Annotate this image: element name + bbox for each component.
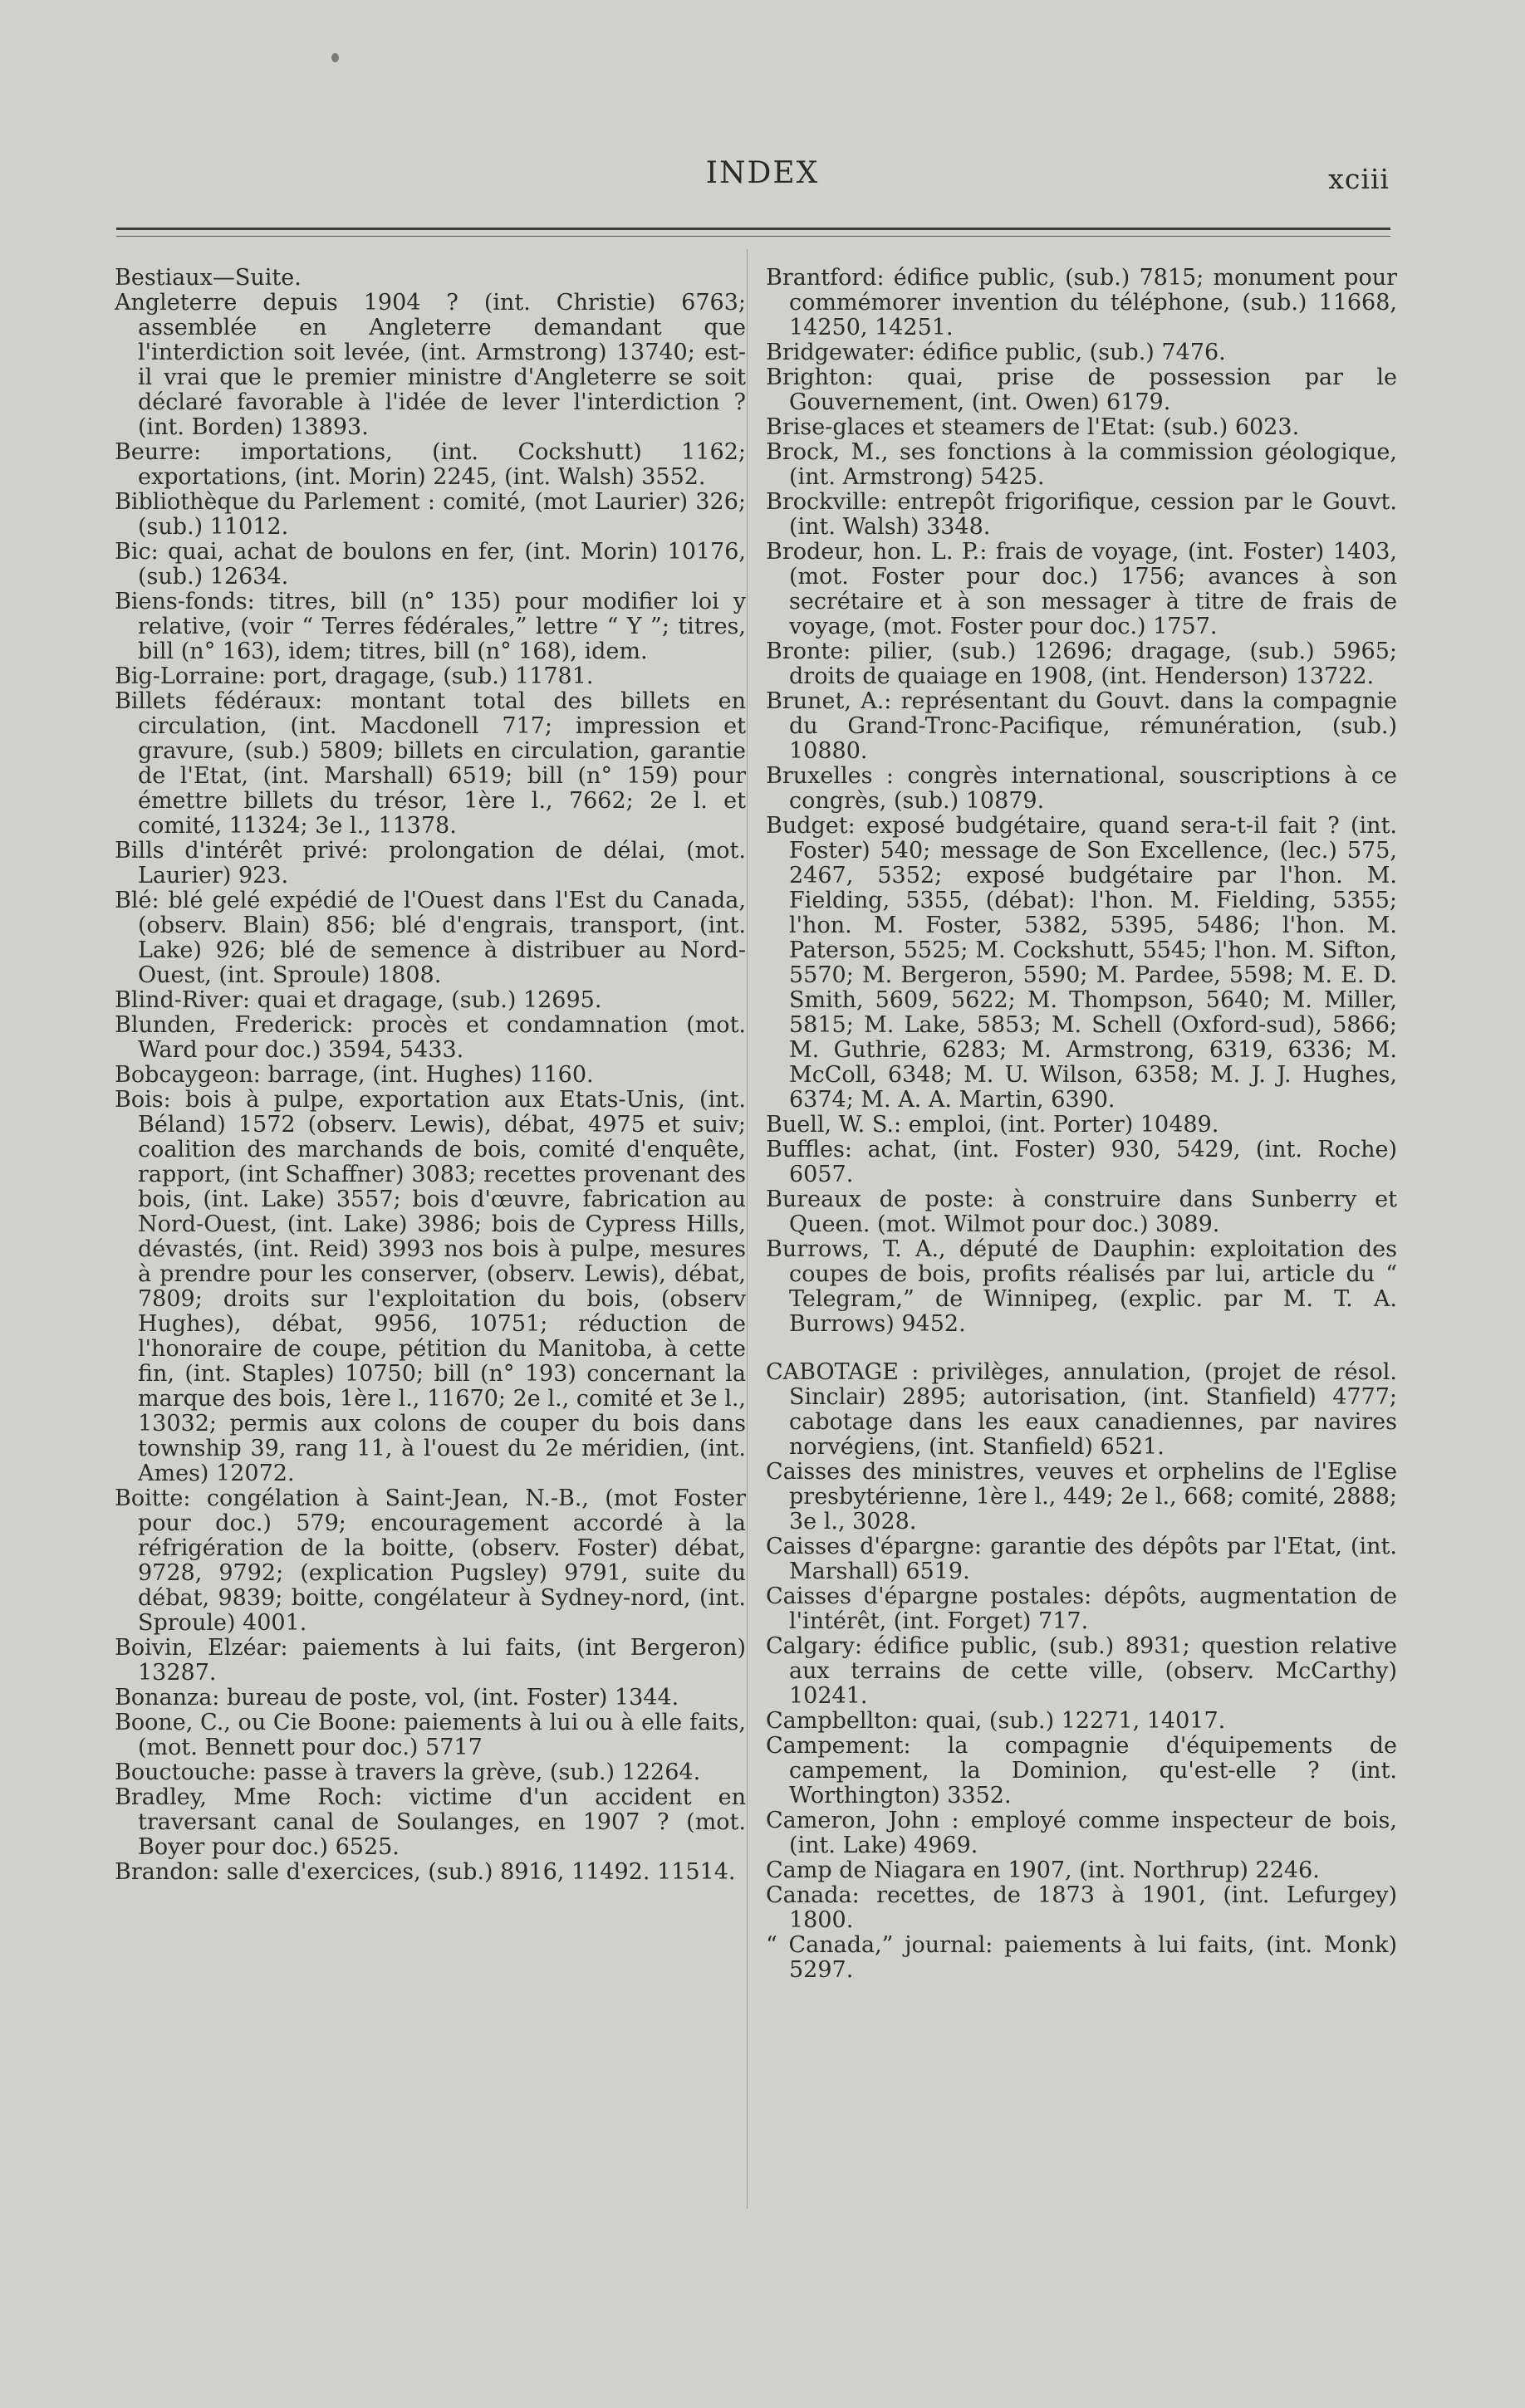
index-entry: Bic: quai, achat de boulons en fer, (int. Morin) 10176, (sub.) 12634. — [115, 539, 746, 590]
index-entry: Boitte: congélation à Saint-Jean, N.-B., (mot Foster pour doc.) 579; encouragement accordé à la réfrigération de la boitte, (observ. Foster) débat, 9728, 9792; (explication Pugsley) 9791, suite du débat, 9839; boitte, congélateur à Sydney-nord, (int. Sproule) 4001. — [115, 1485, 746, 1636]
index-entry: Buffles: achat, (int. Foster) 930, 5429, (int. Roche) 6057. — [766, 1137, 1397, 1187]
index-entry: Budget: exposé budgétaire, quand sera-t-il fait ? (int. Foster) 540; message de Son Excellence, (lec.) 575, 2467, 5352; exposé budgétaire par l'hon. M. Fielding, 5355, (débat): l'hon. M. Fielding, 5355; l'hon. M. Foster, 5382, 5395, 5486; l'hon. M. Paterson, 5525; M. Cockshutt, 5545; l'hon. M. Sifton, 5570; M. Bergeron, 5590; M. Pardee, 5598; M. E. D. Smith, 5609, 5622; M. Thompson, 5640; M. Miller, 5815; M. Lake, 5853; M. Schell (Oxford-sud), 5866; M. Guthrie, 6283; M. Armstrong, 6319, 6336; M. McColl, 6348; M. U. Wilson, 6358; M. J. J. Hughes, 6374; M. A. A. Martin, 6390. — [766, 813, 1397, 1113]
index-entry: Bestiaux—Suite. — [115, 265, 302, 291]
page-title: INDEX — [705, 156, 820, 190]
index-entry: Campement: la compagnie d'équipements de campement, la Dominion, qu'est-elle ? (int. Worthington) 3352. — [766, 1733, 1397, 1808]
header-rule — [116, 228, 1390, 230]
index-entry: Brunet, A.: représentant du Gouvt. dans la compagnie du Grand-Tronc-Pacifique, rémunération, (sub.) 10880. — [766, 688, 1397, 764]
index-entry: Big-Lorraine: port, dragage, (sub.) 11781. — [115, 663, 594, 689]
index-entry: Bois: bois à pulpe, exportation aux Etats-Unis, (int. Béland) 1572 (observ. Lewis), débat, 4975 et suiv; coalition des marchands de bois, comité d'enquête, rapport, (int Schaffner) 3083; recettes provenant des bois, (int. Lake) 3557; bois d'œuvre, fabrication au Nord-Ouest, (int. Lake) 3986; bois de Cypress Hills, dévastés, (int. Reid) 3993 nos bois à pulpe, mesures à prendre pour les conserver, (observ. Lewis), débat, 7809; droits sur l'exploitation du bois, (observ Hughes), débat, 9956, 10751; réduction de l'honoraire de coupe, pétition du Manitoba, à cette fin, (int. Staples) 10750; bill (n° 193) concernant la marque des bois, 1ère l., 11670; 2e l., comité et 3e l., 13032; permis aux colons de couper du bois dans township 39, rang 11, à l'ouest du 2e méridien, (int. Ames) 12072. — [115, 1087, 746, 1486]
index-entry: Bridgewater: édifice public, (sub.) 7476. — [766, 340, 1226, 365]
index-entry: Bonanza: bureau de poste, vol, (int. Foster) 1344. — [115, 1685, 679, 1711]
index-entry: Angleterre depuis 1904 ? (int. Christie) 6763; assemblée en Angleterre demandant que l'interdiction soit levée, (int. Armstrong) 13740; est-il vrai que le premier ministre d'Angleterre se soit déclaré favorable à l'idée de lever l'interdiction ? (int. Borden) 13893. — [115, 290, 746, 440]
index-entry: Caisses des ministres, veuves et orphelins de l'Eglise presbytérienne, 1ère l., 449; 2e l., 668; comité, 2888; 3e l., 3028. — [766, 1459, 1397, 1534]
page-number: xciii — [1328, 163, 1390, 195]
index-entry: Blunden, Frederick: procès et condamnation (mot. Ward pour doc.) 3594, 5433. — [115, 1012, 746, 1063]
column-divider — [747, 249, 748, 2209]
index-entry: Brandon: salle d'exercices, (sub.) 8916, 11492. 11514. — [115, 1859, 736, 1885]
index-entry: Brantford: édifice public, (sub.) 7815; monument pour commémorer invention du téléphone, (sub.) 11668, 14250, 14251. — [766, 265, 1397, 340]
index-entry: Bouctouche: passe à travers la grève, (sub.) 12264. — [115, 1760, 701, 1785]
index-entry: Bibliothèque du Parlement : comité, (mot Laurier) 326; (sub.) 11012. — [115, 489, 746, 540]
index-entry: Camp de Niagara en 1907, (int. Northrup) 2246. — [766, 1857, 1320, 1883]
index-entry: Beurre: importations, (int. Cockshutt) 1162; exportations, (int. Morin) 2245, (int. Walsh) 3552. — [115, 439, 746, 490]
index-entry: “ Canada,” journal: paiements à lui faits, (int. Monk) 5297. — [766, 1932, 1397, 1983]
index-entry: Brise-glaces et steamers de l'Etat: (sub.) 6023. — [766, 414, 1300, 440]
index-entry: Buell, W. S.: emploi, (int. Porter) 10489. — [766, 1112, 1219, 1138]
ink-speck — [331, 53, 339, 62]
index-column-right — [766, 266, 1397, 1983]
index-entry: Bobcaygeon: barrage, (int. Hughes) 1160. — [115, 1062, 594, 1088]
index-entry: Brockville: entrepôt frigorifique, cession par le Gouvt. (int. Walsh) 3348. — [766, 489, 1397, 540]
index-entry: Boone, C., ou Cie Boone: paiements à lui ou à elle faits, (mot. Bennett pour doc.) 5717 — [115, 1710, 746, 1760]
index-entry: Brodeur, hon. L. P.: frais de voyage, (int. Foster) 1403, (mot. Foster pour doc.) 1756; avances à son secrétaire et à son messager à titre de frais de voyage, (mot. Foster pour doc.) 1757. — [766, 539, 1397, 639]
index-entry: Brock, M., ses fonctions à la commission géologique, (int. Armstrong) 5425. — [766, 439, 1397, 490]
index-entry: Caisses d'épargne: garantie des dépôts par l'Etat, (int. Marshall) 6519. — [766, 1534, 1397, 1584]
index-entry: Bruxelles : congrès international, souscriptions à ce congrès, (sub.) 10879. — [766, 763, 1397, 814]
header-rule-thin — [116, 236, 1390, 237]
index-entry: Bills d'intérêt privé: prolongation de délai, (mot. Laurier) 923. — [115, 838, 746, 888]
index-entry: Bureaux de poste: à construire dans Sunberry et Queen. (mot. Wilmot pour doc.) 3089. — [766, 1187, 1397, 1237]
index-entry: Biens-fonds: titres, bill (n° 135) pour modifier loi y relative, (voir “ Terres fédérales,” lettre “ Y ”; titres, bill (n° 163), idem; titres, bill (n° 168), idem. — [115, 589, 746, 664]
index-entry: Campbellton: quai, (sub.) 12271, 14017. — [766, 1708, 1226, 1734]
index-entry: Blind-River: quai et dragage, (sub.) 12695. — [115, 987, 602, 1013]
index-entry: Burrows, T. A., député de Dauphin: exploitation des coupes de bois, profits réalisés par lui, article du “ Telegram,” de Winnipeg, (explic. par M. T. A. Burrows) 9452. — [766, 1236, 1397, 1337]
index-entry: CABOTAGE : privilèges, annulation, (projet de résol. Sinclair) 2895; autorisation, (int. Stanfield) 4777; cabotage dans les eaux canadiennes, par navires norvégiens, (int. Stanfield) 6521. — [766, 1359, 1397, 1460]
index-entry: Bradley, Mme Roch: victime d'un accident en traversant canal de Soulanges, en 1907 ? (mot. Boyer pour doc.) 6525. — [115, 1784, 746, 1860]
index-entry: Billets fédéraux: montant total des billets en circulation, (int. Macdonell 717; impression et gravure, (sub.) 5809; billets en circulation, garantie de l'Etat, (int. Marshall) 6519; bill (n° 159) pour émettre billets du trésor, 1ère l., 7662; 2e l. et comité, 11324; 3e l., 11378. — [115, 688, 746, 839]
index-entry: Boivin, Elzéar: paiements à lui faits, (int Bergeron) 13287. — [115, 1635, 746, 1686]
index-entry: Cameron, John : employé comme inspecteur de bois, (int. Lake) 4969. — [766, 1808, 1397, 1858]
index-entry: Brighton: quai, prise de possession par le Gouvernement, (int. Owen) 6179. — [766, 365, 1397, 415]
index-entry: Caisses d'épargne postales: dépôts, augmentation de l'intérêt, (int. Forget) 717. — [766, 1583, 1397, 1634]
index-entry: Canada: recettes, de 1873 à 1901, (int. Lefurgey) 1800. — [766, 1882, 1397, 1933]
index-column-left — [115, 266, 746, 1885]
index-entry: Calgary: édifice public, (sub.) 8931; question relative aux terrains de cette ville, (observ. McCarthy) 10241. — [766, 1633, 1397, 1709]
index-entry: Bronte: pilier, (sub.) 12696; dragage, (sub.) 5965; droits de quaiage en 1908, (int. Henderson) 13722. — [766, 639, 1397, 689]
index-entry: Blé: blé gelé expédié de l'Ouest dans l'Est du Canada, (observ. Blain) 856; blé d'engrais, transport, (int. Lake) 926; blé de semence à distribuer au Nord-Ouest, (int. Sproule) 1808. — [115, 888, 746, 988]
